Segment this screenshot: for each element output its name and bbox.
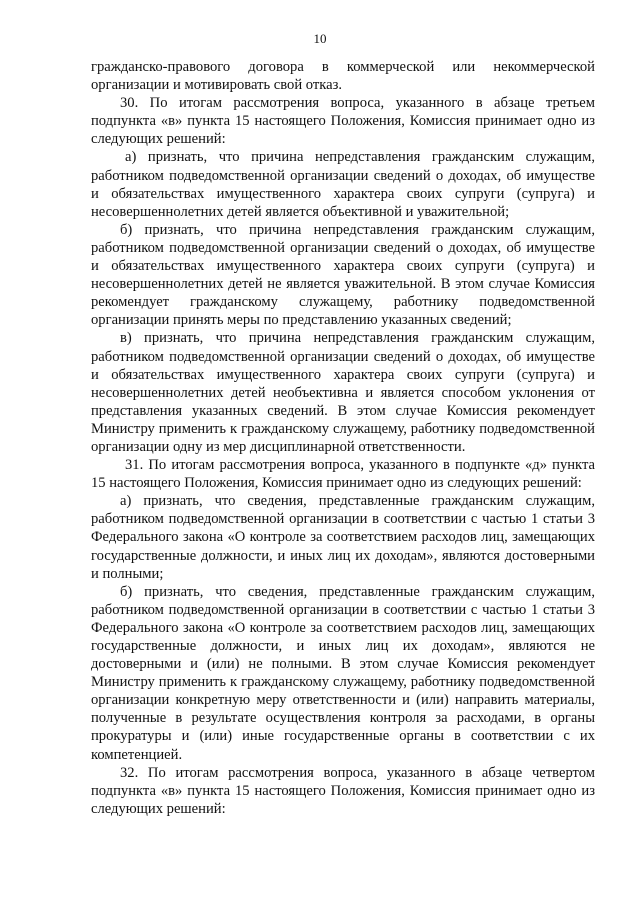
paragraph-30-a: а) признать, что причина непредставления гражданским служащим, работником подведомственной организации сведений о доходах, об имуществе и обязательствах имущественного характера своих супруги (супруга) и несовершеннолетних детей является объективной и уважительной;	[91, 149, 595, 220]
paragraph-continuation: гражданско-правового договора в коммерческой или некоммерческой организации и мотивировать свой отказ.	[91, 59, 595, 94]
page-number: 10	[313, 31, 327, 46]
paragraph-item-32: 32. По итогам рассмотрения вопроса, указанного в абзаце четвертом подпункта «в» пункта 15 настоящего Положения, Комиссия принимает одно из следующих решений:	[91, 764, 595, 817]
document-body	[91, 58, 595, 818]
paragraph-item-30: 30. По итогам рассмотрения вопроса, указанного в абзаце третьем подпункта «в» пункта 15 настоящего Положения, Комиссия принимает одно из следующих решений:	[91, 95, 595, 148]
paragraph-30-b: б) признать, что причина непредставления гражданским служащим, работником подведомственной организации сведений о доходах, об имуществе и обязательствах имущественного характера своих супруги (супруга) и несовершеннолетних детей не является уважительной. В этом случае Комиссия рекомендует гражданскому служащему, работнику подведомственной организации принять меры по представлению указанных сведений;	[91, 221, 595, 329]
paragraph-item-31: 31. По итогам рассмотрения вопроса, указанного в подпункте «д» пункта 15 настоящего Положения, Комиссия принимает одно из следующих решений:	[91, 457, 595, 492]
paragraph-31-b: б) признать, что сведения, представленные гражданским служащим, работником подведомственной организации в соответствии с частью 1 статьи 3 Федерального закона «О контроле за соответствием расходов лиц, замещающих государственные должности, и иных лиц их доходам», являются не достоверными и (или) не полными. В этом случае Комиссия рекомендует Министру применить к гражданскому служащему, работнику подведомственной организации конкретную меру ответственности и (или) направить материалы, полученные в результате осуществления контроля за расходами, в органы прокуратуры и (или) иные государственные органы в соответствии с их компетенцией.	[91, 583, 595, 763]
paragraph-31-a: а) признать, что сведения, представленные гражданским служащим, работником подведомственной организации в соответствии с частью 1 статьи 3 Федерального закона «О контроле за соответствием расходов лиц, замещающих государственные должности, и иных лиц их доходам», являются достоверными и полными;	[91, 493, 595, 582]
paragraph-30-v: в) признать, что причина непредставления гражданским служащим, работником подведомственной организации сведений о доходах, об имуществе и обязательствах имущественного характера своих супруги (супруга) и несовершеннолетних детей необъективна и является способом уклонения от представления указанных сведений. В этом случае Комиссия рекомендует Министру применить к гражданскому служащему, работнику подведомственной организации одну из мер дисциплинарной ответственности.	[91, 330, 595, 455]
